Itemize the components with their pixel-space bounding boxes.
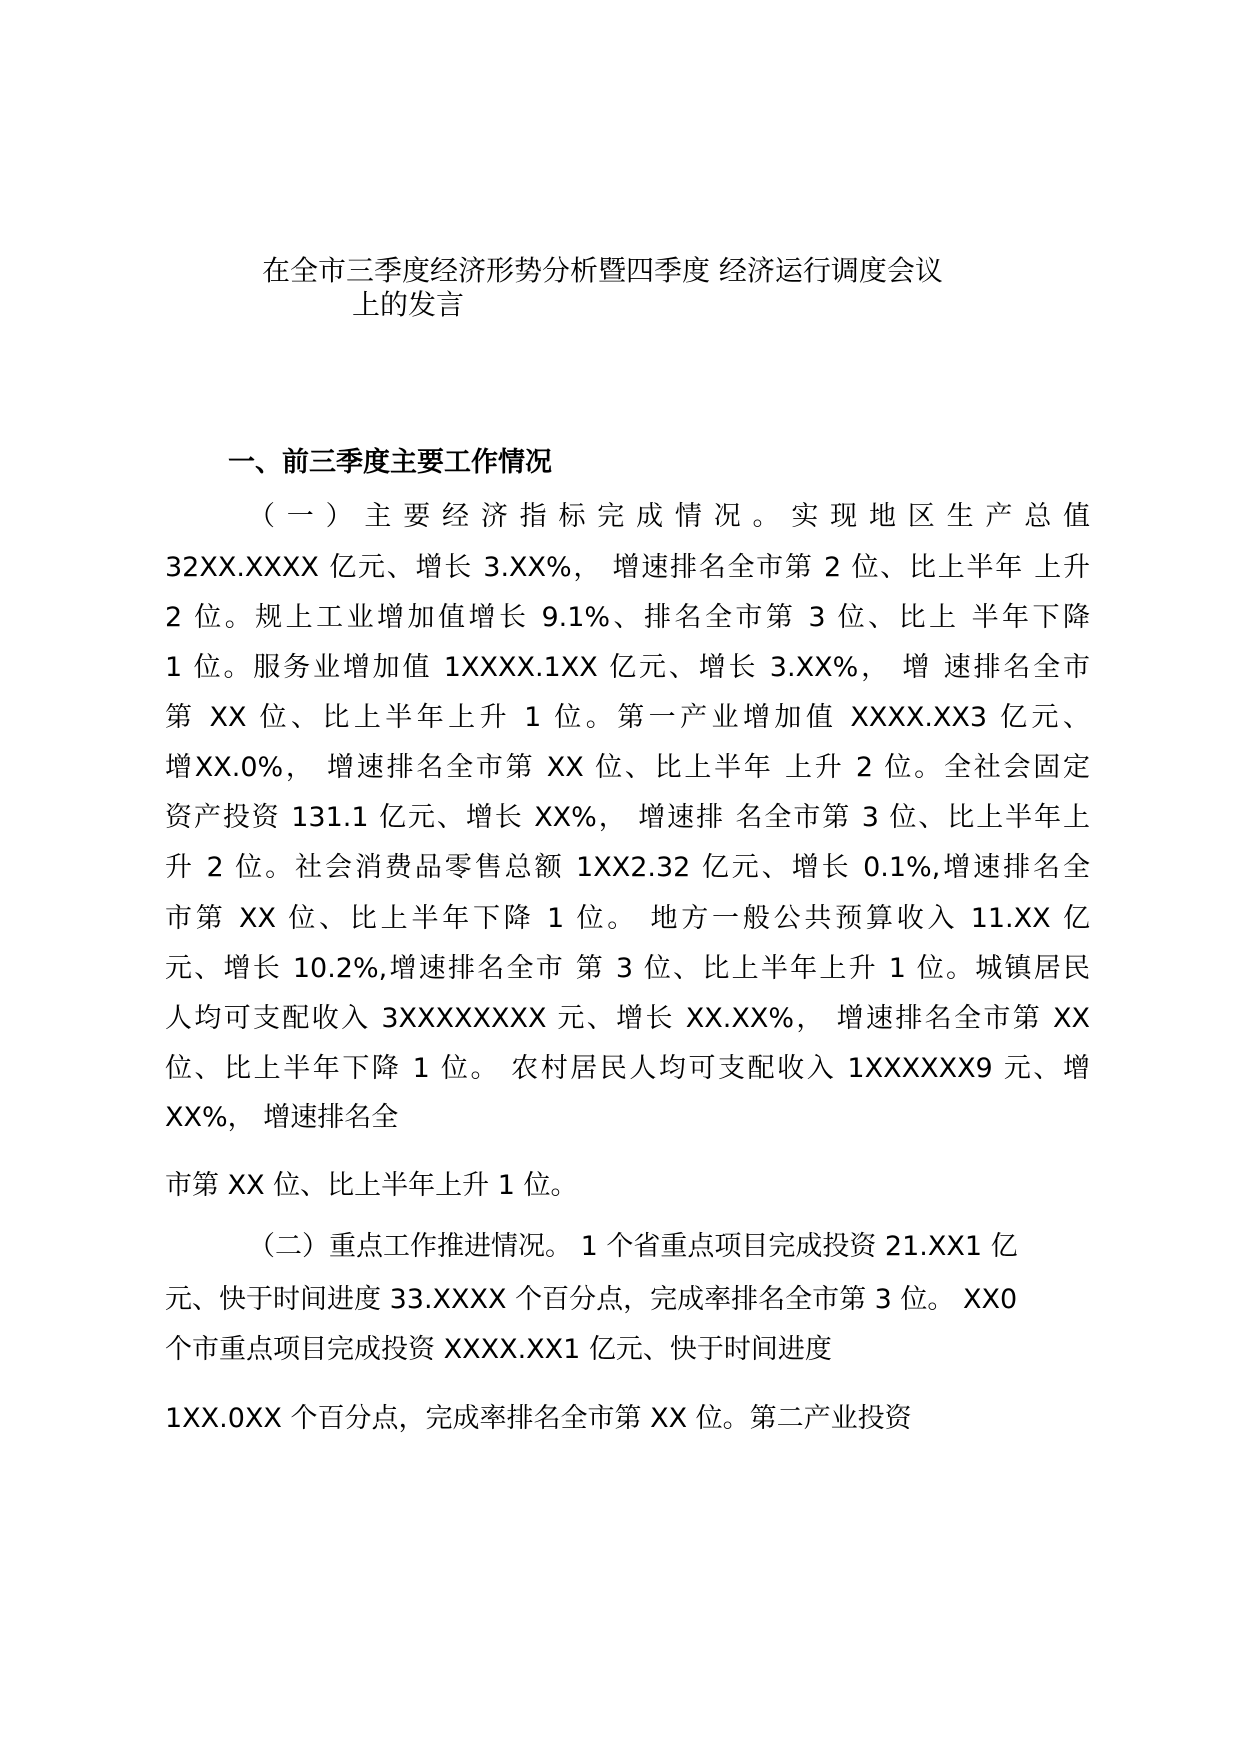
paragraph-line: 增XX.0%， 增速排名全市第 XX 位、比上半年 上升 2 位。全社会固定 — [165, 752, 1090, 783]
document-title-line-2: 上的发言 — [352, 288, 465, 321]
paragraph-line: 升 2 位。社会消费品零售总额 1XX2.32 亿元、增长 0.1%,增速排名全 — [165, 852, 1090, 883]
paragraph-line: 32XX.XXXX 亿元、增长 3.XX%， 增速排名全市第 2 位、比上半年 上升 — [165, 552, 1090, 583]
paragraph-line: 元、增长 10.2%,增速排名全市 第 3 位、比上半年上升 1 位。城镇居民 — [165, 953, 1090, 984]
paragraph-line: 市第 XX 位、比上半年下降 1 位。 地方一般公共预算收入 11.XX 亿 — [165, 903, 1090, 934]
paragraph-line: 市第 XX 位、比上半年上升 1 位。 — [165, 1170, 578, 1201]
paragraph-line: XX%， 增速排名全 — [165, 1102, 399, 1133]
paragraph-line: （二）重点工作推进情况。 1 个省重点项目完成投资 21.XX1 亿 — [248, 1231, 1018, 1262]
paragraph-line: 个市重点项目完成投资 XXXX.XX1 亿元、快于时间进度 — [165, 1334, 832, 1365]
document-title-line-1: 在全市三季度经济形势分析暨四季度 经济运行调度会议 — [262, 254, 943, 287]
paragraph-line: 资产投资 131.1 亿元、增长 XX%， 增速排 名全市第 3 位、比上半年上 — [165, 802, 1090, 833]
paragraph-line: 位、比上半年下降 1 位。 农村居民人均可支配收入 1XXXXXX9 元、增 — [165, 1053, 1090, 1084]
paragraph-line: 人均可支配收入 3XXXXXXXX 元、增长 XX.XX%， 增速排名全市第 XX — [165, 1003, 1090, 1034]
paragraph-line: （一）主要经济指标完成情况。实现地区生产总值 — [248, 501, 1090, 532]
section-heading: 一、前三季度主要工作情况 — [228, 447, 552, 478]
paragraph-line: 元、快于时间进度 33.XXXX 个百分点，完成率排名全市第 3 位。 XX0 — [165, 1284, 1018, 1315]
paragraph-line: 1 位。服务业增加值 1XXXX.1XX 亿元、增长 3.XX%， 增 速排名全市 — [165, 652, 1090, 683]
paragraph-line: 2 位。规上工业增加值增长 9.1%、排名全市第 3 位、比上 半年下降 — [165, 602, 1090, 633]
paragraph-line: 第 XX 位、比上半年上升 1 位。第一产业增加值 XXXX.XX3 亿元、 — [165, 702, 1090, 733]
paragraph-line: 1XX.0XX 个百分点，完成率排名全市第 XX 位。第二产业投资 — [165, 1403, 912, 1434]
